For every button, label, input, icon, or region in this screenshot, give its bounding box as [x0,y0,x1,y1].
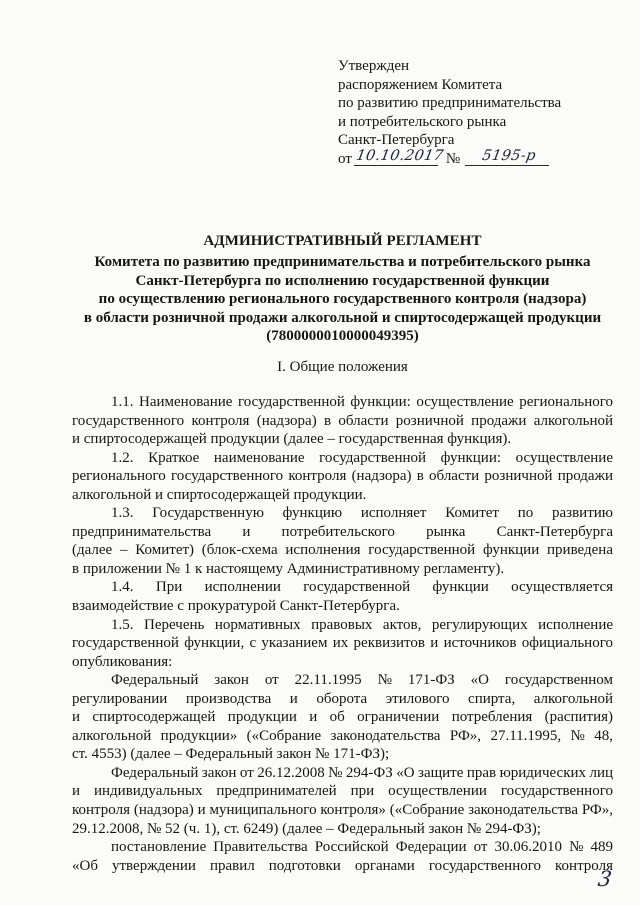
registry-number: (7800000010000049395) [266,328,419,345]
handwritten-date: 10.10.2017 [354,148,445,165]
paragraph-line: постановление Правительства Российской Федерации от 30.06.2010 № 489 [111,839,613,856]
approval-line: Утвержден [338,58,410,74]
law-171-fz [72,671,613,764]
document-title-block [72,232,613,346]
paragraph-line: государственной функции, с указанием их реквизитов и источников официального [72,635,613,652]
section-heading: I. Общие положения [277,359,408,375]
paragraph-line: ст. 4553) (далее – Федеральный закон № 171-ФЗ); [72,746,390,763]
paragraph-line: 1.4. При исполнении государственной функции осуществляется [111,579,613,596]
approval-date-line [338,150,561,169]
paragraph-line: «Об утверждении правил подготовки органами государственного контроля [72,857,613,874]
approval-line: и потребительского рынка [338,113,507,130]
law-294-fz [72,764,613,838]
approval-line: по развитию предпринимательства [338,95,562,112]
approval-line: Санкт-Петербурга [338,132,455,149]
paragraph-line: предпринимательства и потребительского рынка Санкт-Петербурга [72,523,613,540]
paragraph-line: контроля (надзора) и муниципального контроля» («Собрание законодательства РФ», [72,802,613,819]
document-title: АДМИНИСТРАТИВНЫЙ РЕГЛАМЕНТ [203,233,482,249]
number-sign: № [445,150,461,167]
paragraph-line: алкогольной продукции» («Собрание законодательства РФ», 27.11.1995, № 48, [72,727,613,744]
paragraph-line: взаимодействие с прокуратурой Санкт-Петербурга. [72,598,400,615]
number-field [465,148,549,166]
date-field [354,148,445,166]
page-number: 3 [596,867,614,891]
government-resolution-489 [72,838,613,875]
document-body [72,393,613,875]
date-prefix: от [338,150,352,167]
paragraph-1-1 [72,393,613,449]
paragraph-line: и спиртосодержащей продукции и об ограничении потребления (распития) [72,709,613,726]
approval-block [338,57,561,169]
document-subtitle [72,253,613,346]
paragraph-line: опубликования: [72,653,173,670]
paragraph-line: и индивидуальных предпринимателей при осуществлении государственного [72,783,613,800]
paragraph-line: в приложении № 1 к настоящему Административному регламенту). [72,560,505,577]
paragraph-line: Федеральный закон от 26.12.2008 № 294-ФЗ «О защите прав юридических лиц [111,764,613,781]
paragraph-line: Федеральный закон от 22.11.1995 № 171-ФЗ «О государственном [111,672,613,689]
paragraph-line: 1.2. Краткое наименование государственной функции: осуществление [111,449,613,466]
paragraph-line: регионального государственного контроля (надзора) в области розничной продажи [72,468,613,485]
paragraph-line: 1.1. Наименование государственной функции: осуществление регионального [111,394,613,410]
paragraph-1-3 [72,504,613,578]
subtitle-line: в области розничной продажи алкогольной и спиртосодержащей продукции [83,309,602,326]
subtitle-line: по осуществлению регионального государственного контроля (надзора) [98,291,587,308]
handwritten-number: 5195-р [481,148,538,165]
paragraph-line: и спиртосодержащей продукции (далее – государственная функция). [72,431,512,448]
paragraph-line: регулировании производства и оборота этилового спирта, алкогольной [72,690,613,707]
paragraph-line: алкогольной и спиртосодержащей продукции. [72,486,367,503]
paragraph-1-5 [72,616,613,672]
paragraph-1-2 [72,449,613,505]
paragraph-1-4 [72,578,613,615]
paragraph-line: государственного контроля (надзора) в области розничной продажи алкогольной [72,412,613,429]
approval-line: распоряжением Комитета [338,76,503,93]
paragraph-line: 29.12.2008, № 52 (ч. 1), ст. 6249) (далее – Федеральный закон № 294-ФЗ); [72,820,541,837]
paragraph-line: 1.5. Перечень нормативных правовых актов, регулирующих исполнение [111,616,613,633]
subtitle-line: Санкт-Петербурга по исполнению государственной функции [135,272,550,289]
paragraph-line: 1.3. Государственную функцию исполняет Комитет по развитию [111,505,613,522]
subtitle-line: Комитета по развитию предпринимательства и потребительского рынка [94,253,591,270]
paragraph-line: (далее – Комитет) (блок-схема исполнения государственной функции приведена [72,542,613,559]
